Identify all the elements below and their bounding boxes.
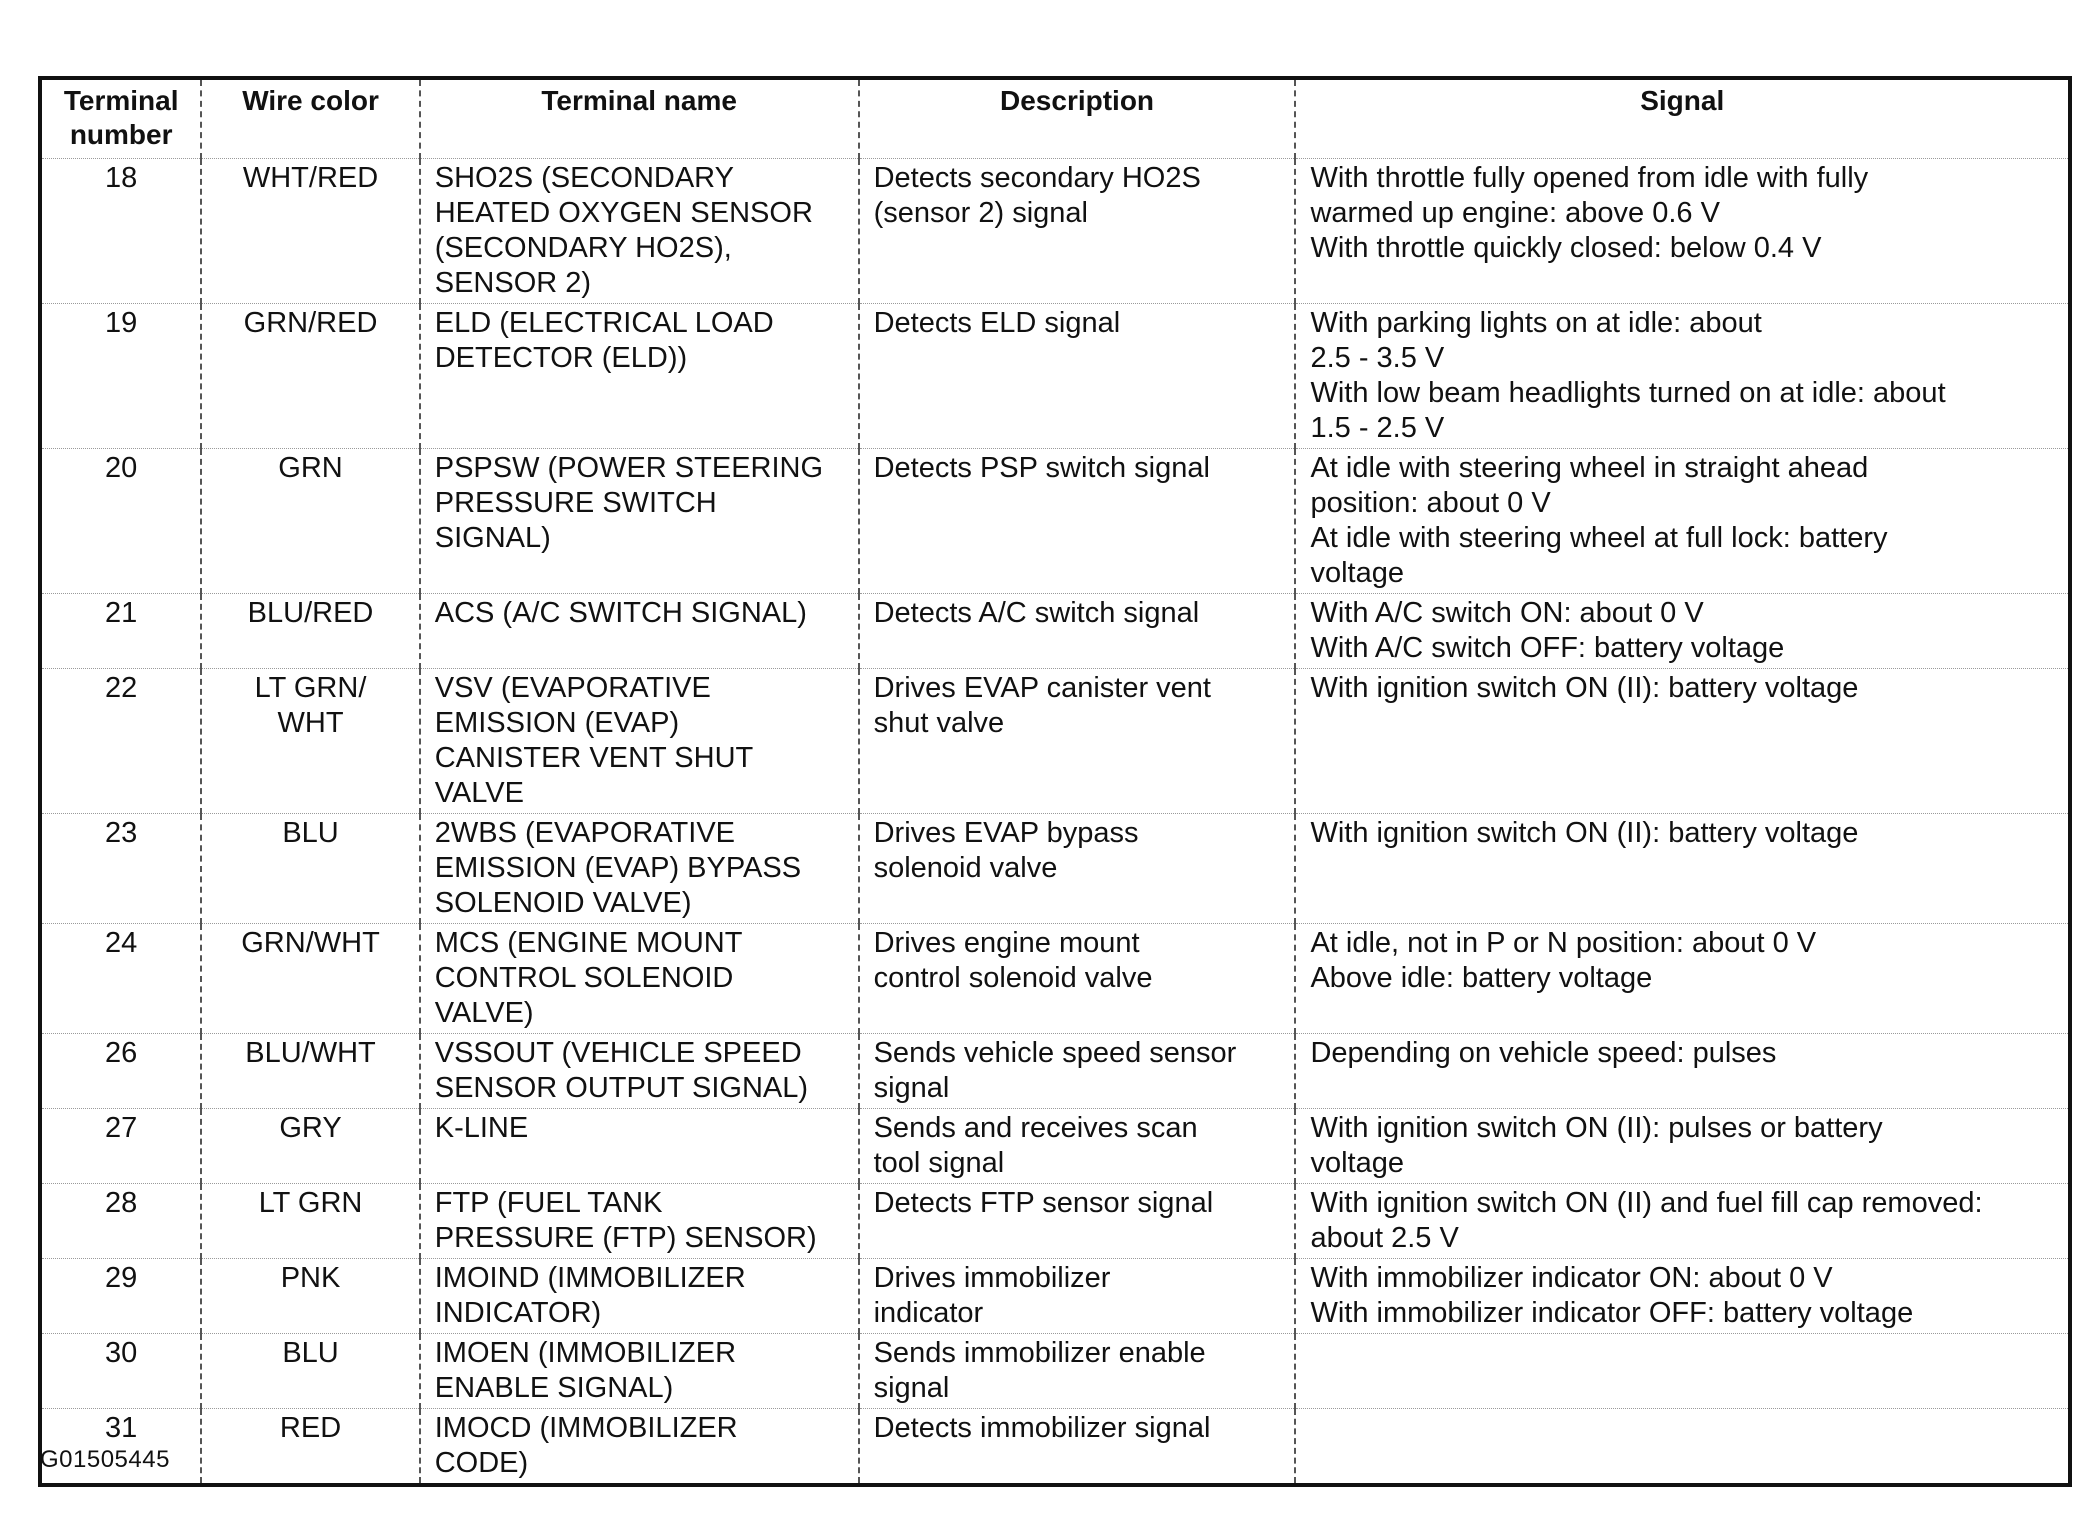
terminal-name-line: VSV (EVAPORATIVE: [434, 672, 711, 704]
wire-color-cell: [201, 1334, 419, 1409]
signal-cell: [1295, 1109, 2070, 1184]
terminal-name-line: SIGNAL): [434, 522, 551, 554]
terminal-name-line: SOLENOID VALVE): [434, 887, 692, 919]
wire-color-line: PNK: [280, 1262, 341, 1294]
wire-color-cell: [201, 669, 419, 814]
terminal-name-cell: [420, 449, 859, 594]
terminal-number-cell: 29: [40, 1259, 201, 1334]
terminal-name-cell: [420, 1259, 859, 1334]
header-terminal-number: [40, 78, 201, 159]
terminal-name-line: 2WBS (EVAPORATIVE: [434, 817, 736, 849]
description-line: Sends vehicle speed sensor: [873, 1037, 1237, 1069]
signal-line: Depending on vehicle speed: pulses: [1310, 1037, 1777, 1069]
terminal-number-cell: 31: [40, 1409, 201, 1486]
terminal-number-cell: 26: [40, 1034, 201, 1109]
signal-cell: [1295, 304, 2070, 449]
terminal-name-line: SENSOR OUTPUT SIGNAL): [434, 1072, 809, 1104]
terminal-name-cell: [420, 304, 859, 449]
signal-line: With A/C switch ON: about 0 V: [1310, 597, 1704, 629]
header-terminal-number-line: number: [69, 119, 173, 150]
signal-line: At idle with steering wheel in straight ahead: [1310, 452, 1869, 484]
terminal-number-cell: 23: [40, 814, 201, 924]
figure-id: G01505445: [40, 1446, 170, 1473]
description-line: Drives immobilizer: [873, 1262, 1111, 1294]
signal-cell: [1295, 159, 2070, 304]
terminal-name-line: IMOEN (IMMOBILIZER: [434, 1337, 737, 1369]
wire-color-line: WHT: [277, 707, 344, 739]
terminal-name-line: CODE): [434, 1447, 529, 1479]
wire-color-line: RED: [279, 1412, 342, 1444]
signal-line: With parking lights on at idle: about: [1310, 307, 1762, 339]
description-cell: [859, 1259, 1296, 1334]
description-cell: [859, 814, 1296, 924]
signal-line: warmed up engine: above 0.6 V: [1310, 197, 1720, 229]
terminal-number-cell: 19: [40, 304, 201, 449]
terminal-name-cell: [420, 814, 859, 924]
signal-line: With A/C switch OFF: battery voltage: [1310, 632, 1785, 664]
terminal-number-cell: 24: [40, 924, 201, 1034]
table-row: [40, 1109, 2070, 1184]
terminal-name-line: ACS (A/C SWITCH SIGNAL): [434, 597, 807, 629]
terminal-number-cell: 30: [40, 1334, 201, 1409]
signal-line: With immobilizer indicator OFF: battery voltage: [1310, 1297, 1914, 1329]
terminal-name-line: INDICATOR): [434, 1297, 602, 1329]
description-line: Sends and receives scan: [873, 1112, 1198, 1144]
signal-line: With ignition switch ON (II): battery voltage: [1310, 817, 1859, 849]
terminal-name-cell: [420, 1334, 859, 1409]
description-line: Drives EVAP canister vent: [873, 672, 1211, 704]
terminal-number-cell: 22: [40, 669, 201, 814]
wire-color-line: WHT/RED: [242, 162, 379, 194]
signal-line: 1.5 - 2.5 V: [1310, 412, 1445, 444]
header-signal: Signal: [1295, 78, 2070, 159]
signal-line: 2.5 - 3.5 V: [1310, 342, 1445, 374]
terminal-name-cell: [420, 924, 859, 1034]
description-cell: [859, 304, 1296, 449]
terminal-name-line: CONTROL SOLENOID: [434, 962, 734, 994]
description-cell: [859, 1109, 1296, 1184]
signal-line: voltage: [1310, 1147, 1404, 1179]
signal-cell: [1295, 1409, 2070, 1486]
terminal-name-line: K-LINE: [434, 1112, 529, 1144]
signal-line: Above idle: battery voltage: [1310, 962, 1653, 994]
wire-color-cell: [201, 814, 419, 924]
wire-color-line: GRY: [279, 1112, 342, 1144]
header-terminal-name: Terminal name: [420, 78, 859, 159]
signal-line: With ignition switch ON (II): battery voltage: [1310, 672, 1859, 704]
signal-line: At idle with steering wheel at full lock: battery: [1310, 522, 1888, 554]
wire-color-cell: [201, 449, 419, 594]
description-line: Detects A/C switch signal: [873, 597, 1200, 629]
description-line: tool signal: [873, 1147, 1005, 1179]
table-body: [40, 159, 2070, 1486]
signal-line: position: about 0 V: [1310, 487, 1551, 519]
table-row: [40, 1184, 2070, 1259]
wire-color-cell: [201, 594, 419, 669]
terminal-name-cell: [420, 594, 859, 669]
signal-cell: [1295, 1259, 2070, 1334]
terminal-number-cell: 27: [40, 1109, 201, 1184]
description-line: Detects PSP switch signal: [873, 452, 1210, 484]
signal-cell: [1295, 594, 2070, 669]
terminal-number-cell: 20: [40, 449, 201, 594]
description-line: indicator: [873, 1297, 984, 1329]
signal-cell: [1295, 669, 2070, 814]
signal-cell: [1295, 924, 2070, 1034]
description-cell: [859, 924, 1296, 1034]
terminal-name-line: SHO2S (SECONDARY: [434, 162, 734, 194]
wire-color-line: GRN/WHT: [241, 927, 380, 959]
header-terminal-number-line: Terminal: [63, 85, 179, 116]
terminal-name-cell: [420, 1109, 859, 1184]
terminal-name-line: PRESSURE SWITCH: [434, 487, 717, 519]
description-line: Detects ELD signal: [873, 307, 1121, 339]
signal-line: voltage: [1310, 557, 1404, 589]
terminal-name-line: IMOCD (IMMOBILIZER: [434, 1412, 738, 1444]
terminal-name-cell: [420, 159, 859, 304]
wire-color-cell: [201, 924, 419, 1034]
signal-cell: [1295, 1334, 2070, 1409]
terminal-name-line: MCS (ENGINE MOUNT: [434, 927, 743, 959]
description-cell: [859, 449, 1296, 594]
terminal-name-line: VALVE: [434, 777, 524, 809]
description-line: Drives engine mount: [873, 927, 1140, 959]
signal-line: With immobilizer indicator ON: about 0 V: [1310, 1262, 1833, 1294]
table-row: [40, 594, 2070, 669]
terminal-number-cell: 28: [40, 1184, 201, 1259]
terminal-name-line: CANISTER VENT SHUT: [434, 742, 754, 774]
terminal-name-line: IMOIND (IMMOBILIZER: [434, 1262, 746, 1294]
description-line: shut valve: [873, 707, 1005, 739]
terminal-name-line: PSPSW (POWER STEERING: [434, 452, 824, 484]
header-wire-color: Wire color: [201, 78, 419, 159]
signal-line: With throttle fully opened from idle with fully: [1310, 162, 1869, 194]
terminal-name-cell: [420, 669, 859, 814]
description-cell: [859, 1409, 1296, 1486]
description-line: Sends immobilizer enable: [873, 1337, 1206, 1369]
description-cell: [859, 159, 1296, 304]
wire-color-line: LT GRN/: [254, 672, 367, 704]
signal-line: With throttle quickly closed: below 0.4 V: [1310, 232, 1822, 264]
signal-line: about 2.5 V: [1310, 1222, 1459, 1254]
wire-color-line: LT GRN: [258, 1187, 363, 1219]
description-line: Detects immobilizer signal: [873, 1412, 1211, 1444]
terminal-name-line: ENABLE SIGNAL): [434, 1372, 674, 1404]
wire-color-cell: [201, 1109, 419, 1184]
terminal-name-line: SENSOR 2): [434, 267, 592, 299]
terminal-name-line: VALVE): [434, 997, 534, 1029]
terminal-name-line: VSSOUT (VEHICLE SPEED: [434, 1037, 802, 1069]
description-cell: [859, 1184, 1296, 1259]
table-row: [40, 814, 2070, 924]
table-row: [40, 1034, 2070, 1109]
table-row: [40, 304, 2070, 449]
wire-color-cell: [201, 159, 419, 304]
table-header-row: [40, 78, 2070, 159]
terminal-name-line: EMISSION (EVAP) BYPASS: [434, 852, 802, 884]
wire-color-line: GRN/RED: [243, 307, 378, 339]
signal-line: With low beam headlights turned on at idle: about: [1310, 377, 1946, 409]
wire-color-line: BLU/WHT: [245, 1037, 376, 1069]
description-cell: [859, 594, 1296, 669]
wire-color-cell: [201, 1409, 419, 1486]
description-line: (sensor 2) signal: [873, 197, 1088, 229]
description-cell: [859, 1034, 1296, 1109]
terminal-name-cell: [420, 1034, 859, 1109]
table-row: [40, 449, 2070, 594]
description-cell: [859, 669, 1296, 814]
terminal-name-cell: [420, 1409, 859, 1486]
table-row: [40, 1259, 2070, 1334]
signal-cell: [1295, 1034, 2070, 1109]
table-row: [40, 1334, 2070, 1409]
description-line: Detects secondary HO2S: [873, 162, 1201, 194]
signal-cell: [1295, 449, 2070, 594]
signal-line: With ignition switch ON (II) and fuel fill cap removed:: [1310, 1187, 1983, 1219]
wire-color-cell: [201, 1034, 419, 1109]
description-line: Drives EVAP bypass: [873, 817, 1139, 849]
terminal-name-line: (SECONDARY HO2S),: [434, 232, 732, 264]
wire-color-line: BLU: [282, 817, 339, 849]
signal-line: At idle, not in P or N position: about 0 V: [1310, 927, 1817, 959]
wire-color-cell: [201, 1184, 419, 1259]
signal-cell: [1295, 1184, 2070, 1259]
description-line: signal: [873, 1072, 950, 1104]
terminal-name-line: FTP (FUEL TANK: [434, 1187, 663, 1219]
terminal-signal-table: [38, 76, 2072, 1487]
description-cell: [859, 1334, 1296, 1409]
terminal-name-cell: [420, 1184, 859, 1259]
table-row: [40, 924, 2070, 1034]
terminal-name-line: ELD (ELECTRICAL LOAD: [434, 307, 774, 339]
table-row: [40, 159, 2070, 304]
terminal-name-line: HEATED OXYGEN SENSOR: [434, 197, 813, 229]
wire-color-cell: [201, 304, 419, 449]
wire-color-line: BLU: [282, 1337, 339, 1369]
wire-color-line: BLU/RED: [247, 597, 374, 629]
description-line: Detects FTP sensor signal: [873, 1187, 1214, 1219]
terminal-number-cell: 21: [40, 594, 201, 669]
signal-line: With ignition switch ON (II): pulses or battery: [1310, 1112, 1883, 1144]
terminal-name-line: EMISSION (EVAP): [434, 707, 680, 739]
description-line: signal: [873, 1372, 950, 1404]
table-row: [40, 1409, 2070, 1486]
terminal-name-line: PRESSURE (FTP) SENSOR): [434, 1222, 817, 1254]
description-line: solenoid valve: [873, 852, 1058, 884]
table-row: [40, 669, 2070, 814]
signal-cell: [1295, 814, 2070, 924]
terminal-number-cell: 18: [40, 159, 201, 304]
wire-color-cell: [201, 1259, 419, 1334]
wire-color-line: GRN: [278, 452, 343, 484]
description-line: control solenoid valve: [873, 962, 1153, 994]
terminal-name-line: DETECTOR (ELD)): [434, 342, 688, 374]
header-description: Description: [859, 78, 1296, 159]
